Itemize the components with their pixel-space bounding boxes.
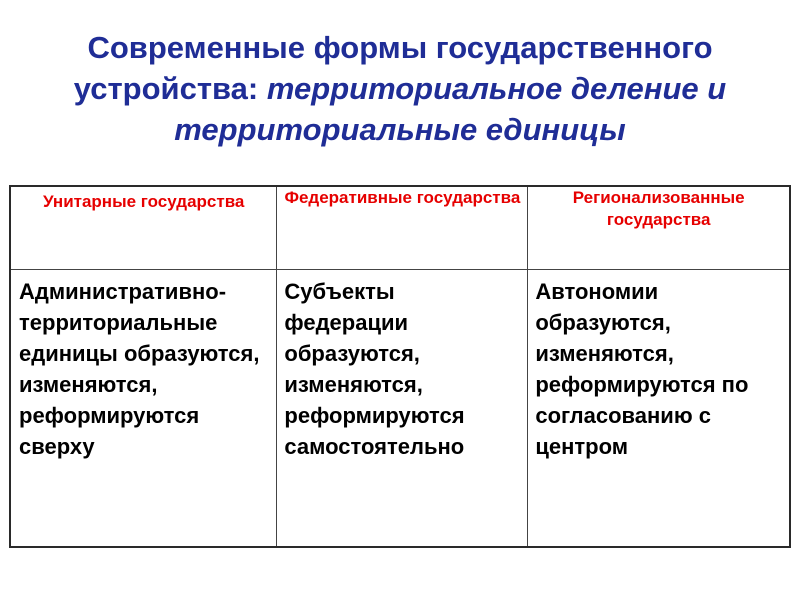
table-row — [10, 270, 790, 548]
title-line-3-italic: территориальные единицы — [174, 112, 626, 147]
body-cell-federative — [277, 270, 528, 548]
header-federative: Федеративные государства — [284, 188, 521, 207]
title-line-2-prefix: устройства: — [73, 71, 267, 106]
body-cell-unitary — [10, 270, 277, 548]
slide-title — [0, 27, 800, 150]
header-cell-federative — [277, 186, 528, 270]
body-cell-regionalized — [528, 270, 790, 548]
title-line-1: Современные формы государственного — [87, 30, 713, 65]
cell-federative-text: Субъекты федерации образуются, изменяются, реформируются самостоятельно — [284, 279, 465, 459]
header-cell-unitary — [10, 186, 277, 270]
header-unitary: Унитарные государства — [43, 192, 245, 211]
cell-regionalized-text: Автономии образуются, изменяются, реформируются по согласованию с центром — [535, 279, 749, 459]
cell-unitary-text: Административно-территориальные единицы образуются, изменяются, реформируются сверху — [19, 279, 260, 459]
header-regionalized: Регионализованные государства — [572, 188, 745, 229]
comparison-table — [9, 185, 791, 548]
title-line-2-italic: территориальное деление и — [266, 71, 727, 106]
table-header-row — [10, 186, 790, 270]
header-cell-regionalized — [528, 186, 790, 270]
